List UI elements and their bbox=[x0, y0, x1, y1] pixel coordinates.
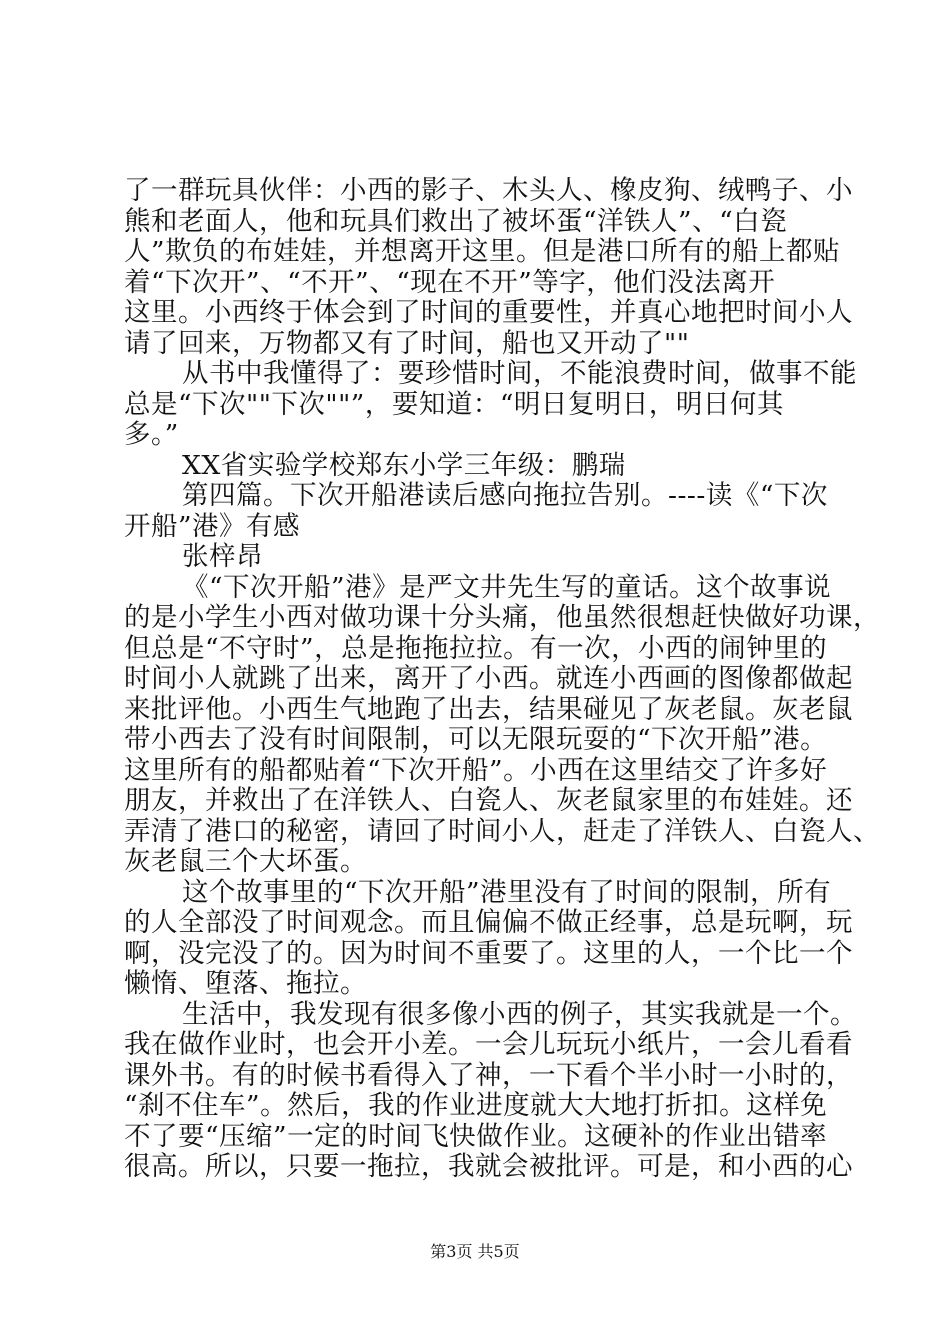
text-line: 生活中，我发现有很多像小西的例子，其实我就是一个。 bbox=[182, 998, 857, 1030]
text-line: 总是“下次""下次""”，要知道：“明日复明日，明日何其 bbox=[124, 388, 784, 420]
text-line: 很高。所以，只要一拖拉，我就会被批评。可是，和小西的心 bbox=[124, 1151, 853, 1182]
text-line: 了一群玩具伙伴：小西的影子、木头人、橡皮狗、绒鸭子、小 bbox=[124, 175, 853, 206]
text-line: 课外书。有的时候书看得入了神，一下看个半小时一小时的， bbox=[124, 1059, 853, 1091]
text-line: 懒惰、堕落、拖拉。 bbox=[124, 968, 367, 999]
text-line: 朋友，并救出了在洋铁人、白瓷人、灰老鼠家里的布娃娃。还 bbox=[124, 785, 853, 816]
text-line: 啊，没完没了的。因为时间不重要了。这里的人，一个比一个 bbox=[124, 937, 853, 969]
text-line: 弄清了港口的秘密，请回了时间小人，赶走了洋铁人、白瓷人、 bbox=[124, 815, 880, 847]
text-line: 第四篇。下次开船港读后感向拖拉告别。----读《“下次 bbox=[182, 480, 828, 511]
text-line: 熊和老面人，他和玩具们救出了被坏蛋“洋铁人”、“白瓷 bbox=[124, 205, 788, 237]
text-line: 的是小学生小西对做功课十分头痛，他虽然很想赶快做好功课， bbox=[124, 602, 880, 633]
text-line: 这个故事里的“下次开船”港里没有了时间的限制，所有 bbox=[182, 876, 832, 908]
text-line: XX省实验学校郑东小学三年级：鹏瑞 bbox=[182, 449, 626, 481]
page-number-footer: 第3页 共5页 bbox=[430, 1242, 520, 1261]
text-line: 来批评他。小西生气地跑了出去，结果碰见了灰老鼠。灰老鼠 bbox=[124, 693, 853, 725]
text-line: 的人全部没了时间观念。而且偏偏不做正经事，总是玩啊，玩 bbox=[124, 907, 853, 938]
text-line: 从书中我懂得了：要珍惜时间，不能浪费时间，做事不能 bbox=[182, 358, 857, 389]
text-line: 这里所有的船都贴着“下次开船”。小西在这里结交了许多好 bbox=[124, 754, 828, 786]
text-line: 但总是“不守时”，总是拖拖拉拉。有一次，小西的闹钟里的 bbox=[124, 632, 828, 664]
text-line: 人”欺负的布娃娃，并想离开这里。但是港口所有的船上都贴 bbox=[124, 236, 841, 267]
text-line: 不了要“压缩”一定的时间飞快做作业。这硬补的作业出错率 bbox=[124, 1120, 828, 1152]
text-line: 多。” bbox=[124, 419, 179, 450]
text-line: 着“下次开”、“不开”、“现在不开”等字，他们没法离开 bbox=[124, 266, 776, 298]
text-line: 开船”港》有感 bbox=[124, 510, 301, 542]
document-body bbox=[124, 175, 880, 1183]
text-line: 我在做作业时，也会开小差。一会儿玩玩小纸片，一会儿看看 bbox=[124, 1029, 853, 1060]
text-line: 《“下次开船”港》是严文井先生写的童话。这个故事说 bbox=[182, 571, 832, 603]
text-line: 请了回来，万物都又有了时间，船也又开动了"" bbox=[124, 327, 690, 359]
text-line: 时间小人就跳了出来，离开了小西。就连小西画的图像都做起 bbox=[124, 663, 853, 694]
text-line: “刹不住车”。然后，我的作业进度就大大地打折扣。这样免 bbox=[124, 1090, 828, 1121]
text-line: 带小西去了没有时间限制，可以无限玩耍的“下次开船”港。 bbox=[124, 724, 828, 755]
text-line: 这里。小西终于体会到了时间的重要性，并真心地把时间小人 bbox=[124, 297, 853, 328]
text-line: 张梓昂 bbox=[182, 541, 263, 572]
text-line: 灰老鼠三个大坏蛋。 bbox=[124, 846, 367, 877]
